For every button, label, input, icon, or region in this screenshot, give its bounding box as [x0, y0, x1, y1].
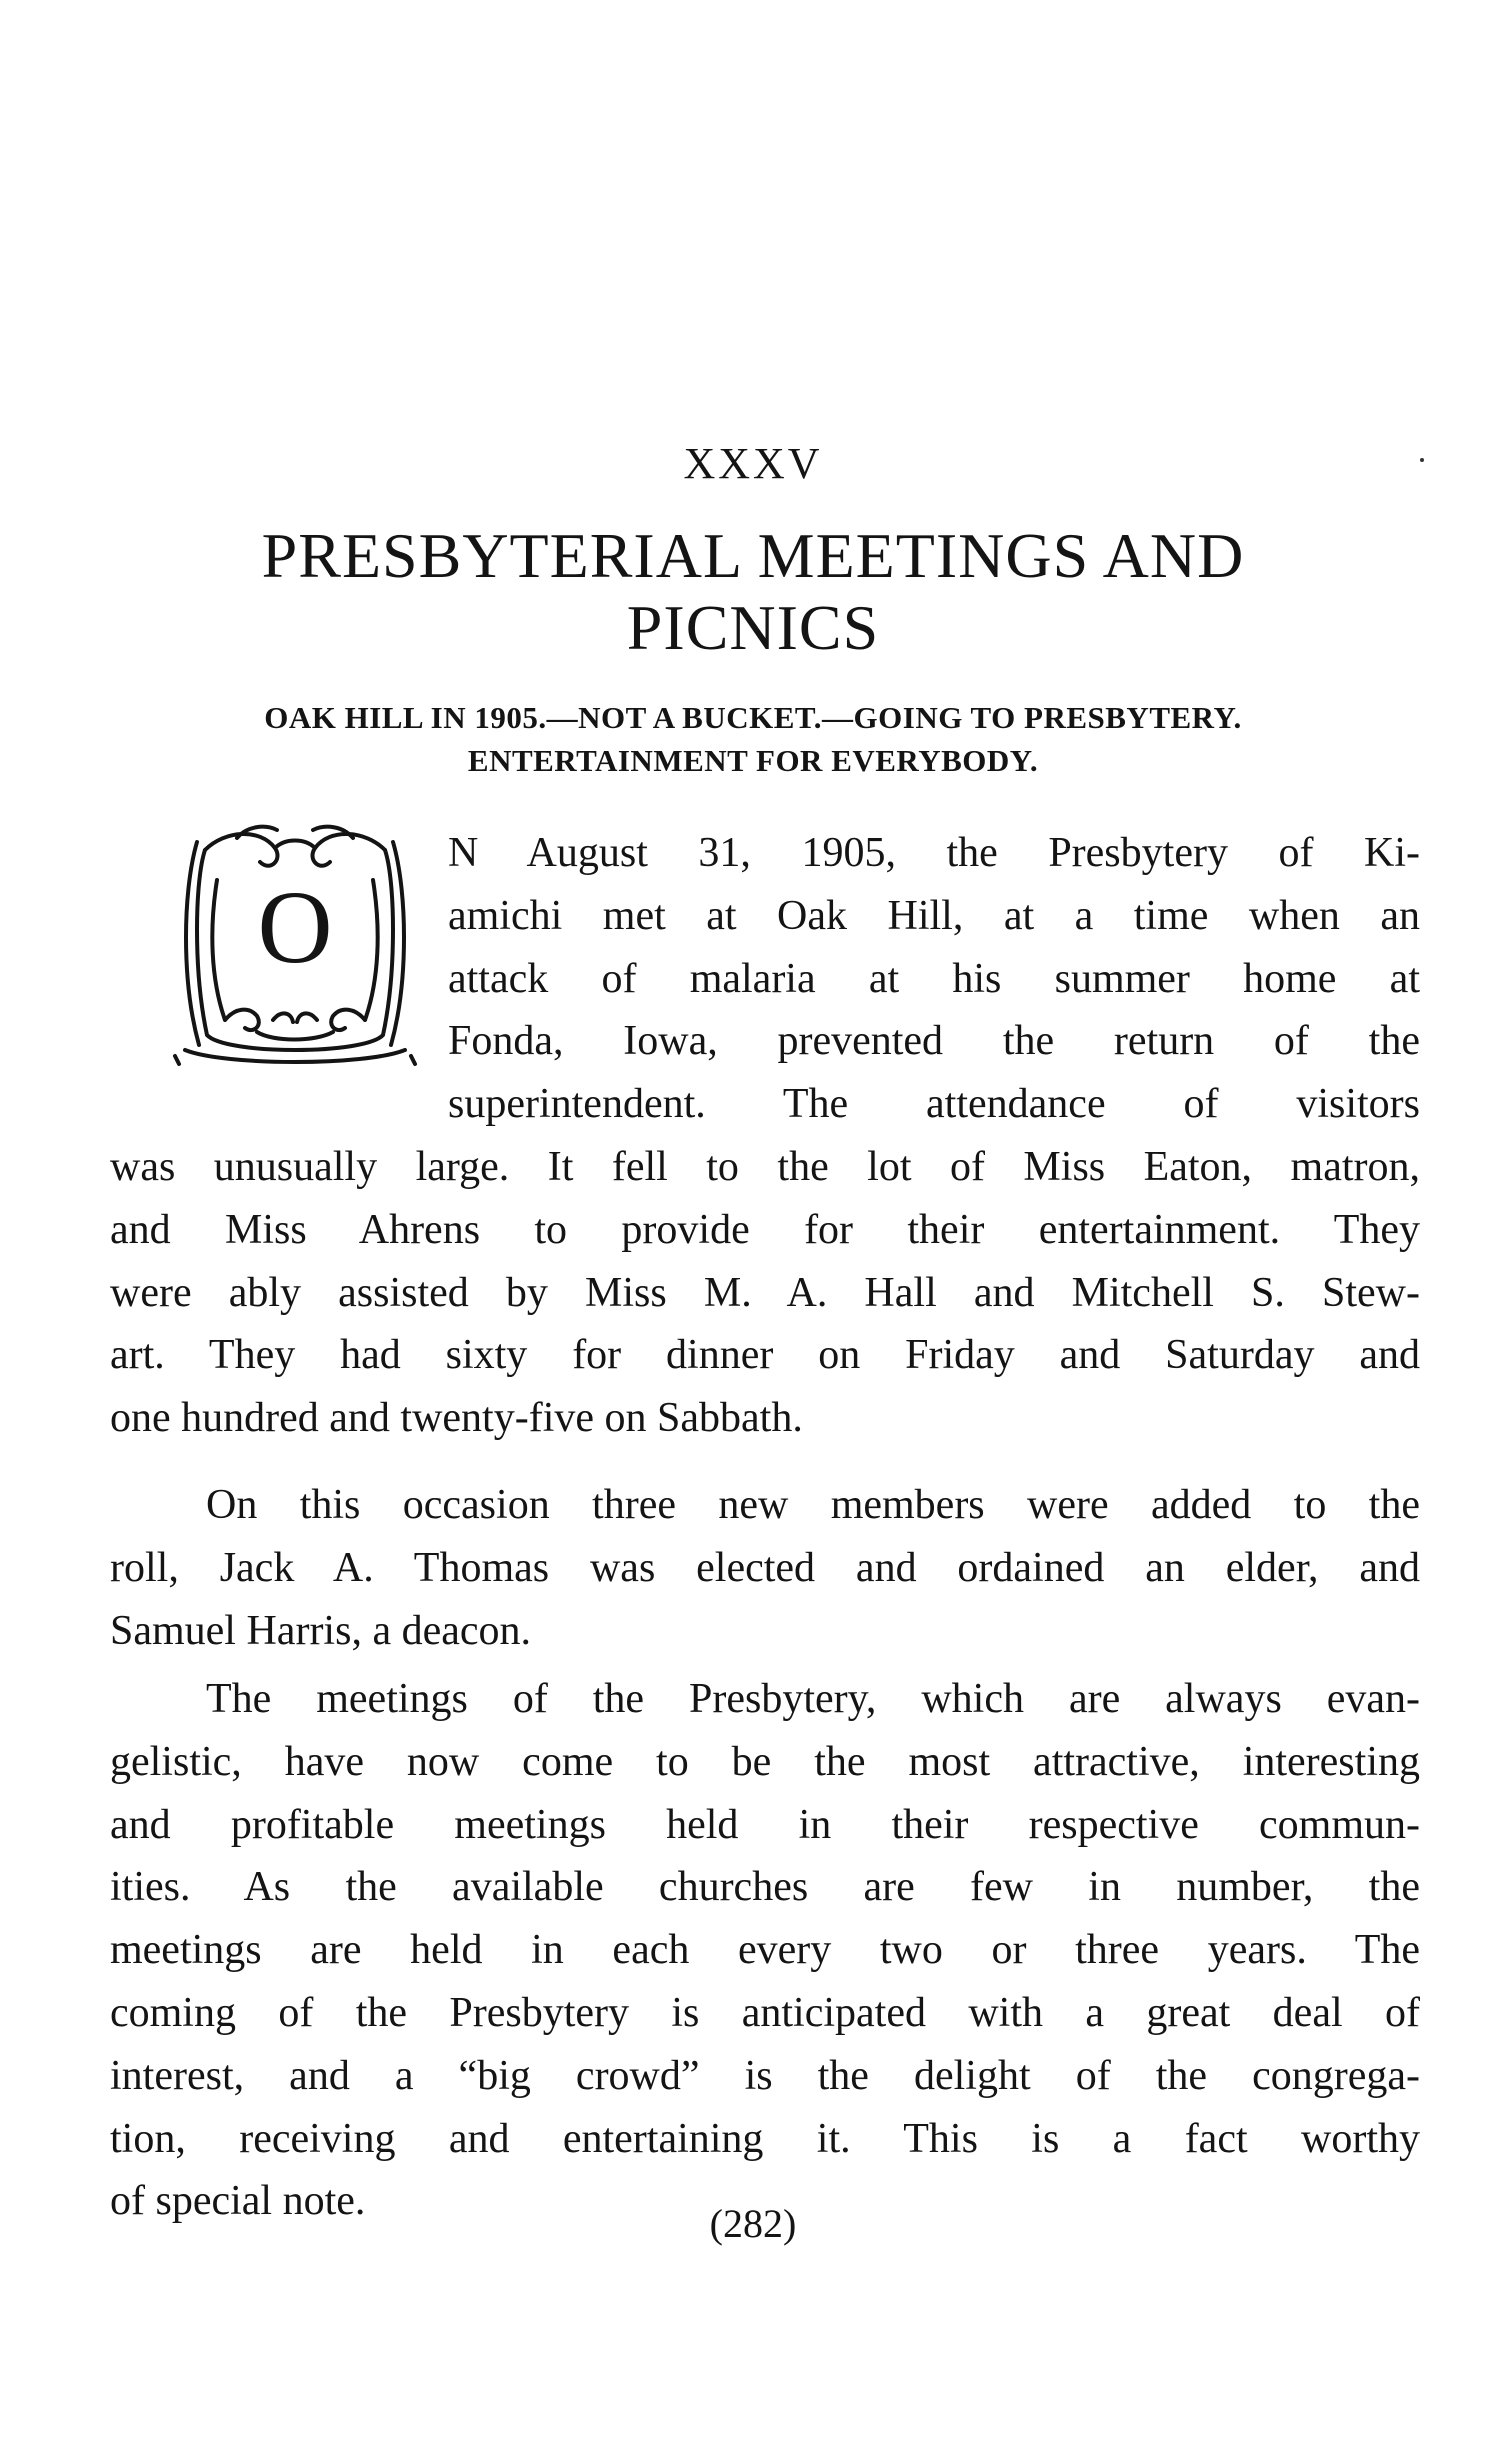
paragraph-3	[110, 1668, 1420, 2233]
text-line: attack of malaria at his summer home at	[448, 955, 1420, 1002]
text-line: N August 31, 1905, the Presbytery of Ki-	[448, 830, 1420, 876]
text-line: tion, receiving and entertaining it. This is a fact worthy	[110, 2115, 1420, 2162]
text-line: Fonda, Iowa, prevented the return of the	[448, 1018, 1420, 1065]
text-line: were ably assisted by Miss M. A. Hall and Mitchell S. Stew-	[110, 1269, 1420, 1316]
text-line: Samuel Harris, a deacon.	[110, 1607, 532, 1654]
text-line: ities. As the available churches are few in number, the	[110, 1864, 1420, 1911]
chapter-subtitle	[100, 696, 1406, 782]
text-line: was unusually large. It fell to the lot of Miss Eaton, matron,	[110, 1144, 1420, 1190]
text-line: superintendent. The attendance of visitors	[448, 1081, 1420, 1128]
chapter-title-line: PICNICS	[626, 592, 880, 663]
page-number: (282)	[709, 2201, 797, 2246]
text-line: one hundred and twenty-five on Sabbath.	[110, 1395, 803, 1442]
text-line: roll, Jack A. Thomas was elected and ordained an elder, and	[110, 1544, 1420, 1591]
print-speck	[1420, 458, 1424, 462]
drop-cap-letter: O	[257, 870, 333, 985]
text-line: and profitable meetings held in their respective commun-	[110, 1801, 1420, 1848]
text-line: The meetings of the Presbytery, which are always evan-	[206, 1676, 1420, 1722]
ornamental-drop-cap-icon	[165, 820, 425, 1070]
text-line: meetings are held in each every two or three years. The	[110, 1927, 1420, 1974]
text-line: of special note.	[110, 2178, 366, 2225]
text-line: amichi met at Oak Hill, at a time when an	[448, 892, 1420, 939]
chapter-title	[150, 520, 1356, 664]
paragraph-1-continued	[110, 1136, 1420, 1450]
text-line: gelistic, have now come to be the most attractive, interesting	[110, 1738, 1420, 1785]
chapter-number: XXXV	[683, 439, 823, 488]
paragraph-1-wrapped	[448, 822, 1420, 1136]
paragraph-2	[110, 1474, 1420, 1662]
text-line: art. They had sixty for dinner on Friday and Saturday and	[110, 1332, 1420, 1379]
chapter-subtitle-line: ENTERTAINMENT FOR EVERYBODY.	[467, 743, 1039, 778]
text-line: interest, and a “big crowd” is the delight of the congrega-	[110, 2052, 1420, 2099]
chapter-title-line: PRESBYTERIAL MEETINGS AND	[261, 520, 1245, 591]
chapter-subtitle-line: OAK HILL IN 1905.—NOT A BUCKET.—GOING TO PRESBYTERY.	[264, 700, 1242, 735]
text-line: On this occasion three new members were added to the	[206, 1482, 1420, 1528]
text-line: coming of the Presbytery is anticipated with a great deal of	[110, 1989, 1420, 2036]
text-line: and Miss Ahrens to provide for their entertainment. They	[110, 1206, 1420, 1253]
